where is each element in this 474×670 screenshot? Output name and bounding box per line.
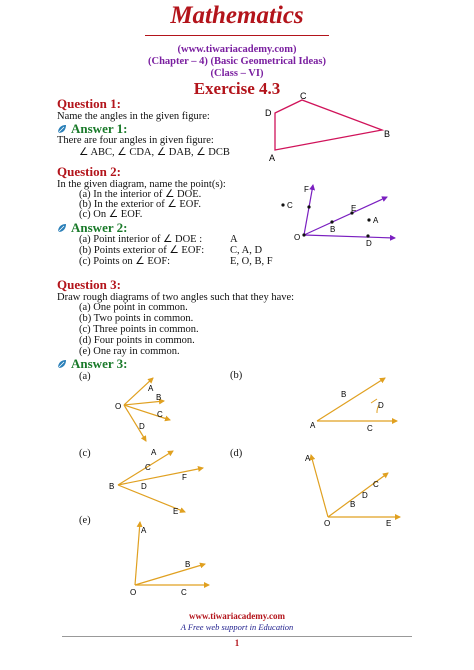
q2-item-b: (b) In the exterior of ∠ EOF. bbox=[79, 199, 201, 210]
fig-letter-e: (e) bbox=[79, 515, 91, 526]
q2-title: Question 2: bbox=[57, 164, 121, 179]
q3-item-e: (e) One ray in common. bbox=[79, 346, 180, 357]
q1-title: Question 1: bbox=[57, 96, 121, 111]
label-a: A bbox=[310, 421, 316, 430]
label-o: O bbox=[115, 402, 122, 411]
label-e: E bbox=[173, 507, 179, 516]
label-o: O bbox=[324, 519, 331, 527]
title-underline bbox=[145, 35, 329, 36]
ray-oc bbox=[328, 473, 388, 517]
label-e: E bbox=[386, 519, 392, 527]
label-b: B bbox=[330, 225, 336, 234]
q2-answer-c-label: (c) Points on ∠ EOF: bbox=[79, 256, 171, 267]
label-d: D bbox=[265, 108, 272, 118]
ray-ob bbox=[135, 564, 205, 585]
ray-ab bbox=[317, 378, 385, 421]
page-number: 1 bbox=[234, 638, 240, 648]
sketch-fig-c bbox=[105, 446, 215, 516]
label-a: A bbox=[373, 216, 379, 225]
point-f bbox=[307, 205, 310, 208]
chapter-heading: (Chapter – 4) (Basic Geometrical Ideas) bbox=[148, 56, 326, 67]
q2-item-c: (c) On ∠ EOF. bbox=[79, 209, 143, 220]
label-a: A bbox=[269, 153, 276, 163]
q2-answer-b-value: C, A, D bbox=[230, 245, 263, 256]
label-d: D bbox=[378, 401, 384, 410]
sketch-fig-e bbox=[125, 517, 215, 602]
label-c: C bbox=[300, 91, 307, 101]
label-d: D bbox=[141, 482, 147, 491]
q3-item-c: (c) Three points in common. bbox=[79, 324, 199, 335]
class-heading: (Class – VI) bbox=[210, 68, 264, 79]
footer-website-link[interactable]: www.tiwariacademy.com bbox=[189, 611, 285, 621]
q1-answer-list: ∠ ABC, ∠ CDA, ∠ DAB, ∠ DCB bbox=[79, 147, 230, 158]
footer-divider bbox=[62, 636, 412, 637]
q3-title: Question 3: bbox=[57, 277, 121, 292]
point-b bbox=[330, 220, 333, 223]
label-b: B bbox=[350, 500, 356, 509]
label-o: O bbox=[294, 233, 301, 242]
label-c: C bbox=[181, 588, 187, 597]
q3-answer-title: Answer 3: bbox=[71, 356, 128, 371]
website-link[interactable]: (www.tiwariacademy.com) bbox=[177, 44, 297, 55]
q3-text: Draw rough diagrams of two angles such that they have: bbox=[57, 292, 295, 303]
ray-od bbox=[304, 235, 395, 238]
q2-item-a: (a) In the interior of ∠ DOE. bbox=[79, 189, 202, 200]
point-a bbox=[367, 218, 370, 221]
q2-angles-figure bbox=[275, 170, 400, 255]
fig-letter-d: (d) bbox=[230, 448, 243, 459]
label-c: C bbox=[157, 410, 163, 419]
point-c bbox=[281, 203, 284, 206]
fig-letter-c: (c) bbox=[79, 448, 91, 459]
ray-oa bbox=[135, 522, 140, 585]
q3-item-b: (b) Two points in common. bbox=[79, 313, 194, 324]
sketch-fig-d bbox=[300, 447, 410, 527]
label-a: A bbox=[151, 448, 157, 457]
label-f: F bbox=[182, 473, 187, 482]
leaf-icon bbox=[57, 124, 67, 134]
label-b: B bbox=[185, 560, 191, 569]
sketch-fig-a bbox=[108, 365, 188, 447]
q3-item-a: (a) One point in common. bbox=[79, 302, 188, 313]
q1-answer-title: Answer 1: bbox=[71, 121, 128, 136]
fig-letter-a: (a) bbox=[79, 371, 91, 382]
leaf-icon bbox=[57, 223, 67, 233]
label-c: C bbox=[145, 463, 151, 472]
label-b: B bbox=[384, 129, 391, 139]
q2-answer-b-label: (b) Points exterior of ∠ EOF: bbox=[79, 245, 205, 256]
q1-quadrilateral-figure bbox=[255, 90, 405, 165]
q2-answer-c-value: E, O, B, F bbox=[230, 256, 273, 267]
label-b: B bbox=[341, 390, 347, 399]
label-a: A bbox=[148, 384, 154, 393]
q2-text: In the given diagram, name the point(s): bbox=[57, 179, 226, 190]
q2-answer-a-label: (a) Point interior of ∠ DOE : bbox=[79, 234, 203, 245]
label-d: D bbox=[366, 239, 372, 248]
label-d: D bbox=[362, 491, 368, 500]
label-a: A bbox=[305, 454, 311, 463]
q2-answer-title: Answer 2: bbox=[71, 220, 128, 235]
page-title: Mathematics bbox=[170, 2, 304, 29]
leaf-icon bbox=[57, 359, 67, 369]
exercise-heading: Exercise 4.3 bbox=[193, 79, 281, 98]
sketch-fig-b bbox=[305, 375, 410, 435]
label-o: O bbox=[130, 588, 137, 597]
point-o bbox=[302, 233, 305, 236]
point-d bbox=[366, 234, 369, 237]
label-e: E bbox=[351, 204, 357, 213]
ray-oa bbox=[311, 455, 328, 517]
label-f: F bbox=[304, 185, 309, 194]
arc-tick bbox=[371, 399, 377, 403]
fig-letter-b: (b) bbox=[230, 370, 243, 381]
label-d: D bbox=[139, 422, 145, 431]
footer-tagline: A Free web support in Education bbox=[180, 622, 294, 632]
label-c: C bbox=[287, 201, 293, 210]
label-a: A bbox=[141, 526, 147, 535]
label-b: B bbox=[156, 393, 162, 402]
q3-item-d: (d) Four points in common. bbox=[79, 335, 195, 346]
label-b: B bbox=[109, 482, 115, 491]
label-c: C bbox=[373, 480, 379, 489]
q1-text: Name the angles in the given figure: bbox=[57, 111, 210, 122]
quadrilateral-shape bbox=[275, 100, 382, 150]
ray-c bbox=[124, 405, 170, 420]
q2-answer-a-value: A bbox=[230, 234, 238, 245]
label-c: C bbox=[367, 424, 373, 433]
q1-answer-text: There are four angles in given figure: bbox=[57, 135, 214, 146]
